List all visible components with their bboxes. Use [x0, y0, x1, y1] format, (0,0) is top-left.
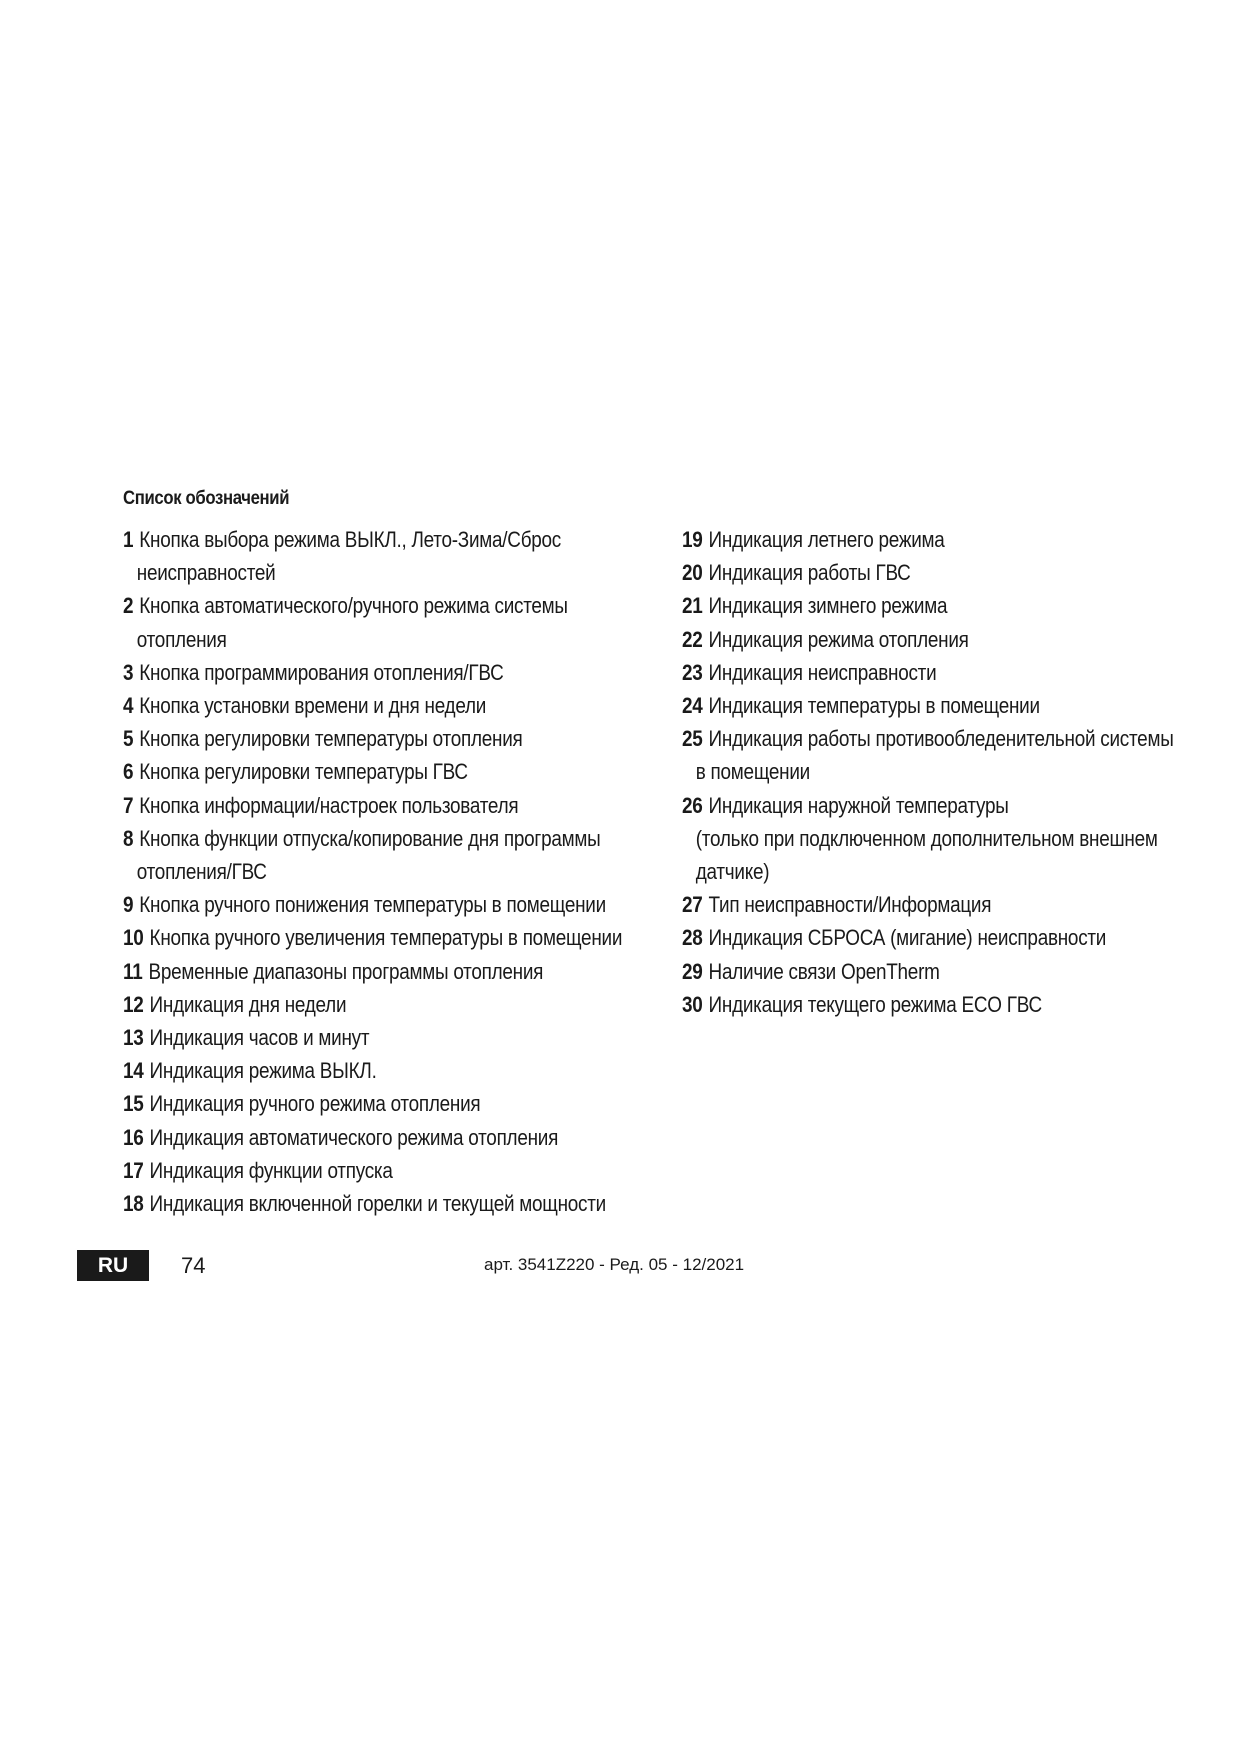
legend-item: [123, 921, 703, 954]
legend-item: [123, 888, 703, 921]
legend-item: [123, 1154, 703, 1187]
legend-item-text: Кнопка ручного увеличения температуры в помещении: [149, 925, 623, 951]
legend-item: [123, 789, 703, 822]
legend-item-number: 6: [123, 759, 134, 785]
legend-item-text: Индикация текущего режима ECO ГВС: [708, 991, 1042, 1017]
legend-item-number: 10: [123, 925, 144, 951]
legend-list-left: [123, 523, 703, 1220]
legend-item: [123, 988, 703, 1021]
legend-item: [682, 589, 1241, 622]
legend-item: [682, 689, 1241, 722]
legend-item-text: Индикация автоматического режима отопления: [149, 1124, 559, 1150]
legend-item-number: 4: [123, 693, 134, 719]
legend-item: [123, 1054, 703, 1087]
legend-item-text: Кнопка функции отпуска/копирование дня программы: [139, 825, 601, 851]
legend-item: [682, 556, 1241, 589]
legend-item: [123, 955, 703, 988]
legend-item-text: Временные диапазоны программы отопления: [148, 958, 544, 984]
legend-item-text: Индикация неисправности: [708, 659, 937, 685]
legend-item-number: 23: [682, 659, 703, 685]
legend-item: [123, 822, 703, 888]
legend-item-text: Индикация включенной горелки и текущей мощности: [149, 1191, 606, 1217]
legend-item: [123, 523, 703, 589]
legend-item: [682, 623, 1241, 656]
legend-item-number: 13: [123, 1025, 144, 1051]
legend-item-number: 14: [123, 1058, 144, 1084]
legend-item: [123, 656, 703, 689]
legend-item-text: отопления/ГВС: [136, 859, 267, 885]
legend-item-number: 11: [123, 958, 143, 984]
legend-item-text: Индикация режима отопления: [708, 626, 969, 652]
legend-item-text: неисправностей: [136, 560, 276, 586]
document-reference: арт. 3541Z220 - Ред. 05 - 12/2021: [484, 1255, 745, 1274]
legend-item-text: Индикация дня недели: [149, 991, 347, 1017]
legend-item-number: 25: [682, 726, 703, 752]
legend-item: [682, 789, 1241, 889]
legend-item-number: 18: [123, 1191, 144, 1217]
legend-item-text: Кнопка установки времени и дня недели: [139, 693, 487, 719]
legend-item-text: Кнопка информации/настроек пользователя: [139, 792, 519, 818]
legend-item-text: Индикация СБРОСА (мигание) неисправности: [708, 925, 1107, 951]
legend-item-number: 22: [682, 626, 703, 652]
legend-item: [123, 1087, 703, 1120]
page-number: 74: [181, 1253, 206, 1278]
legend-item-text: Кнопка ручного понижения температуры в помещении: [139, 892, 606, 918]
legend-item: [682, 523, 1241, 556]
legend-item-number: 1: [123, 527, 134, 552]
legend-item-number: 29: [682, 958, 703, 984]
legend-item-text: в помещении: [695, 759, 810, 785]
legend-item: [682, 722, 1241, 788]
legend-item-text: Индикация летнего режима: [708, 527, 945, 552]
legend-item-text: Индикация наружной температуры: [708, 792, 1009, 818]
legend-item-text: Наличие связи OpenTherm: [708, 958, 940, 984]
legend-item-number: 17: [123, 1157, 144, 1183]
legend-item: [682, 955, 1241, 988]
legend-item-text: Кнопка выбора режима ВЫКЛ., Лето-Зима/Сброс: [139, 527, 562, 552]
legend-item-text: Индикация температуры в помещении: [708, 693, 1040, 719]
legend-item: [123, 1187, 703, 1220]
legend-item-text: Кнопка программирования отопления/ГВС: [139, 659, 504, 685]
legend-item-number: 2: [123, 593, 134, 619]
legend-item-number: 16: [123, 1124, 144, 1150]
legend-item-number: 15: [123, 1091, 144, 1117]
legend-item: [123, 755, 703, 788]
legend-item-number: 20: [682, 560, 703, 586]
legend-item-text: датчике): [695, 859, 770, 885]
legend-item-text: Индикация часов и минут: [149, 1025, 370, 1051]
legend-item-number: 24: [682, 693, 703, 719]
legend-item: [682, 921, 1241, 954]
legend-item-text: Индикация работы ГВС: [708, 560, 911, 586]
legend-item: [682, 656, 1241, 689]
legend-item: [123, 1121, 703, 1154]
legend-item: [123, 722, 703, 755]
legend-item-number: 8: [123, 825, 134, 851]
legend-item-number: 27: [682, 892, 703, 918]
legend-item-text: Индикация работы противообледенительной системы: [708, 726, 1174, 752]
legend-item-number: 9: [123, 892, 134, 918]
legend-item-text: Кнопка автоматического/ручного режима системы: [139, 593, 568, 619]
legend-item: [123, 1021, 703, 1054]
legend-item: [123, 689, 703, 722]
legend-item-number: 5: [123, 726, 134, 752]
legend-item: [682, 888, 1241, 921]
legend-item-number: 12: [123, 991, 144, 1017]
legend-item-number: 30: [682, 991, 703, 1017]
language-badge: RU: [77, 1250, 149, 1281]
legend-item-text: Индикация зимнего режима: [708, 593, 948, 619]
legend-item-number: 21: [682, 593, 703, 619]
legend-item-text: Кнопка регулировки температуры ГВС: [139, 759, 468, 785]
legend-list-right: [682, 523, 1241, 1021]
legend-item-text: отопления: [136, 626, 227, 652]
legend-item: [123, 589, 703, 655]
legend-item-text: Индикация режима ВЫКЛ.: [149, 1058, 377, 1084]
legend-item-text: (только при подключенном дополнительном внешнем: [695, 825, 1158, 851]
legend-item-text: Индикация функции отпуска: [149, 1157, 393, 1183]
legend-item: [682, 988, 1241, 1021]
legend-item-text: Кнопка регулировки температуры отопления: [139, 726, 523, 752]
legend-item-number: 7: [123, 792, 134, 818]
legend-item-number: 28: [682, 925, 703, 951]
legend-title: Список обозначений: [123, 488, 290, 509]
legend-item-number: 3: [123, 659, 134, 685]
legend-item-number: 19: [682, 527, 703, 552]
legend-item-number: 26: [682, 792, 703, 818]
legend-item-text: Тип неисправности/Информация: [708, 892, 992, 918]
legend-item-text: Индикация ручного режима отопления: [149, 1091, 481, 1117]
